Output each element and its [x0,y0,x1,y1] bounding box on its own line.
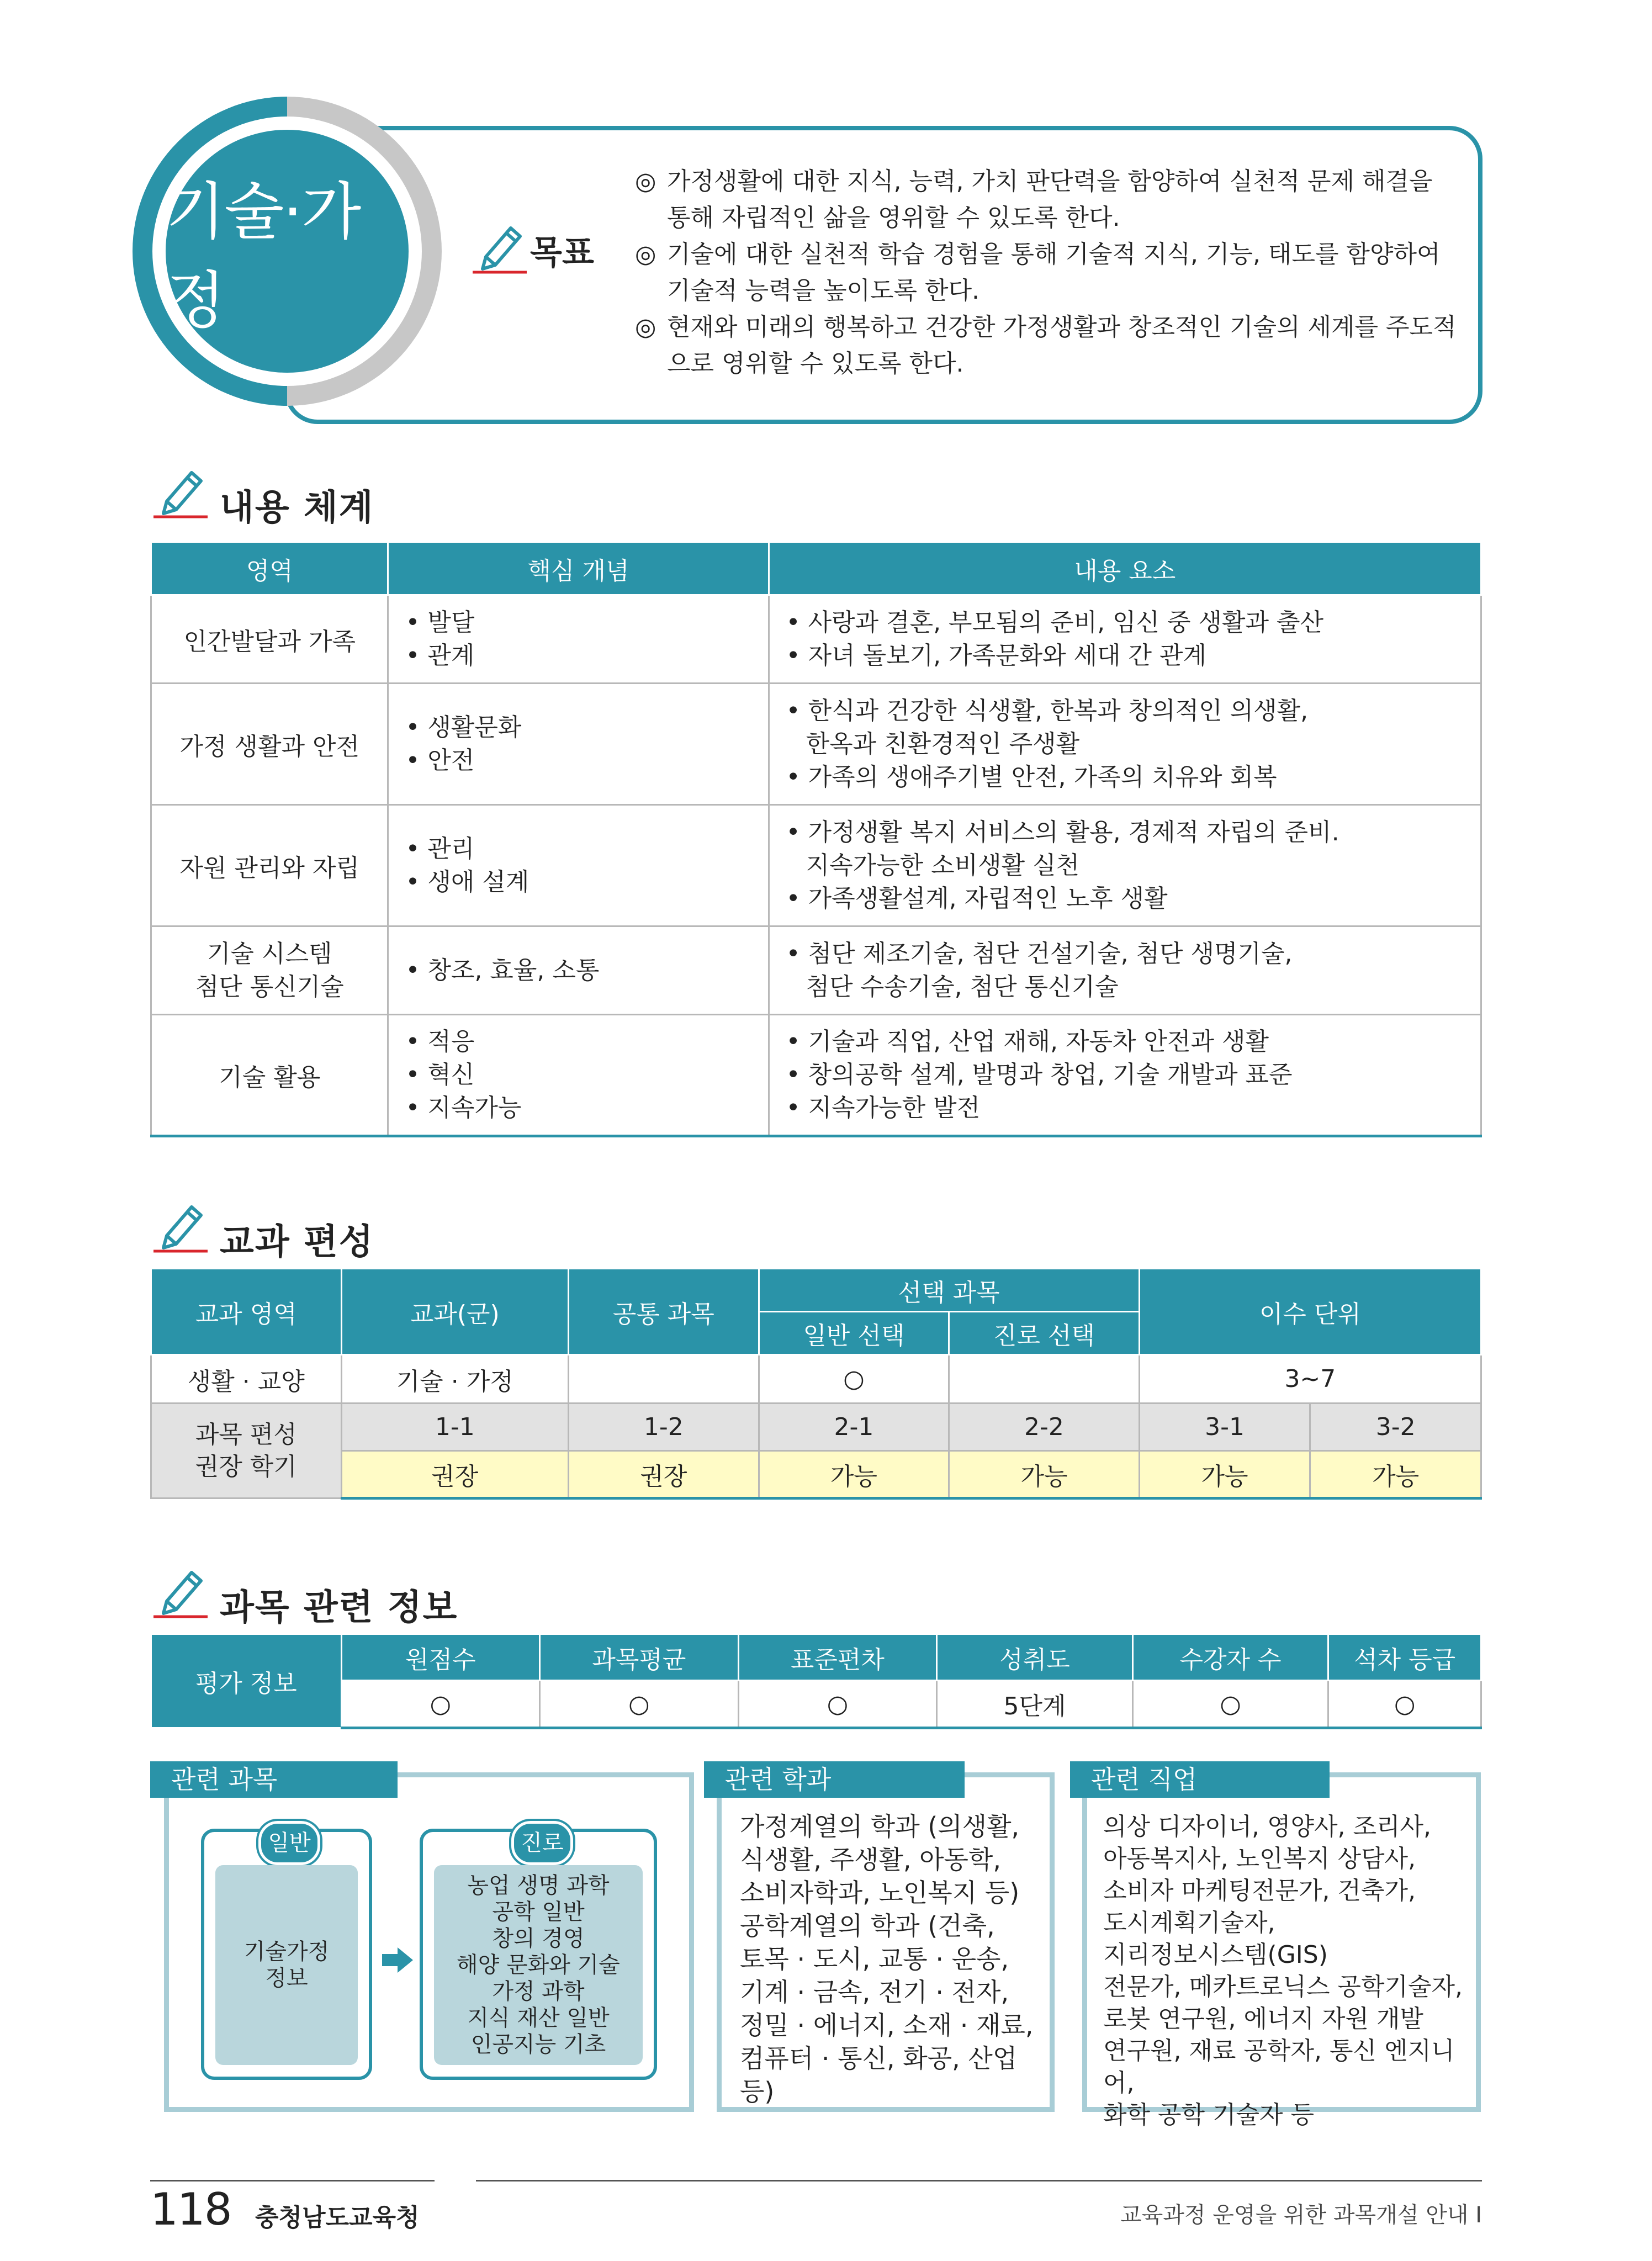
publisher-name: 충청남도교육청 [255,2204,420,2232]
goal-text: 가정생활에 대한 지식, 능력, 가치 판단력을 함양하여 실천적 문제 해결을 [667,167,1433,195]
element-cell: • 기술과 직업, 산업 재해, 자동차 안전과 생활 • 창의공학 설계, 발명과 창업, 기술 개발과 표준 • 지속가능한 발전 [769,1015,1481,1136]
subject-name: 창의 경영 [492,1926,585,1951]
recommendation-cell: 가능 [759,1451,949,1498]
arrow-right-icon [381,1946,414,1974]
goal-list [635,163,1469,382]
column-header: 공통 과목 [569,1269,759,1355]
recommendation-cell: 가능 [1310,1451,1481,1498]
column-header: 교과(군) [341,1269,569,1355]
recommendation-cell: 권장 [569,1451,759,1498]
semester-cell: 1-1 [341,1404,569,1451]
area-cell: 인간발달과 가족 [151,595,388,684]
pencil-icon [150,1563,211,1623]
cell: ○ [1328,1681,1481,1728]
table-row [151,805,1481,926]
job-line: 지리정보시스템(GIS) [1103,1941,1328,1969]
cell: ○ [341,1681,540,1728]
subject-name: 공학 일반 [492,1899,585,1925]
department-line: 소비자학과, 노인복지 등) [740,1878,1020,1908]
column-header: 석차 등급 [1328,1634,1481,1681]
related-jobs-label: 관련 직업 [1070,1761,1330,1798]
cell: 5단계 [937,1681,1133,1728]
cell: ○ [759,1355,949,1404]
goal-mark: ◎ [635,240,656,268]
table-row [151,595,1481,684]
goal-text: 기술에 대한 실천적 학습 경험을 통해 기술적 지식, 기능, 태도를 함양하여 [667,240,1441,268]
job-line: 아동복지사, 노인복지 상담사, [1103,1845,1416,1873]
recommendation-cell: 권장 [341,1451,569,1498]
section-title: 과목 관련 정보 [220,1587,458,1628]
goal-mark: ◎ [635,313,656,341]
career-pill: 진로 [511,1821,573,1865]
row-header: 평가 정보 [151,1634,342,1728]
subject-name: 농업 생명 과학 [467,1873,610,1898]
job-line: 전문가, 메카트로닉스 공학기술자, [1103,1973,1463,2001]
footer-line-right [476,2180,1482,2181]
area-cell: 가정 생활과 안전 [151,684,388,805]
goal-text: 기술적 능력을 높이도록 한다. [667,277,979,305]
organization-table [150,1268,1482,1500]
footer-line-left [150,2180,435,2181]
subject-name: 가정 과학 [492,1979,585,2004]
column-header: 이수 단위 [1139,1269,1481,1355]
section-title: 내용 체계 [220,488,374,528]
column-header: 일반 선택 [759,1312,949,1355]
goal-text: 통해 자립적인 삶을 영위할 수 있도록 한다. [667,204,1120,232]
pencil-icon [150,463,211,523]
career-subject-list [434,1865,643,2065]
element-cell: • 첨단 제조기술, 첨단 건설기술, 첨단 생명기술, 첨단 수송기술, 첨단 통신기술 [769,926,1481,1015]
table-row [151,1355,1481,1404]
evaluation-table [150,1633,1482,1729]
concept-cell: • 창조, 효율, 소통 [388,926,769,1015]
concept-cell: • 적응 • 혁신 • 지속가능 [388,1015,769,1136]
subject-name: 해양 문화와 기술 [457,1952,620,1978]
column-header: 영역 [151,542,388,595]
related-departments-label: 관련 학과 [704,1761,965,1798]
department-line: 기계 · 금속, 전기 · 전자, [740,1977,1009,2007]
cell [569,1355,759,1404]
cell: 생활 · 교양 [151,1355,342,1404]
department-line: 공학계열의 학과 (건축, [740,1911,995,1941]
goal-item [635,163,1469,236]
general-pill: 일반 [258,1821,320,1865]
subject-badge [166,130,409,373]
semester-cell: 3-1 [1139,1404,1310,1451]
departments-list [740,1810,1049,2108]
job-line: 소비자 마케팅전문가, 건축가, [1103,1877,1416,1905]
column-header: 핵심 개념 [388,542,769,595]
table-row [151,1681,1481,1728]
area-cell: 기술 활용 [151,1015,388,1136]
job-line: 도시계획기술자, [1103,1909,1275,1937]
concept-cell: • 생활문화 • 안전 [388,684,769,805]
cell [949,1355,1140,1404]
table-row [151,1451,1481,1498]
semester-label-cell: 과목 편성 권장 학기 [151,1404,342,1498]
job-line: 연구원, 재료 공학자, 통신 엔지니어, [1103,2037,1455,2097]
column-header: 진로 선택 [949,1312,1140,1355]
subject-name: 지식 재산 일반 [467,2005,610,2031]
element-cell: • 가정생활 복지 서비스의 활용, 경제적 자립의 준비. 지속가능한 소비생활 실천 • 가족생활설계, 자립적인 노후 생활 [769,805,1481,926]
recommendation-cell: 가능 [1139,1451,1310,1498]
table-row [151,684,1481,805]
book-title: 교육과정 운영을 위한 과목개설 안내 I [1120,2202,1482,2228]
area-cell: 기술 시스템 첨단 통신기술 [151,926,388,1015]
jobs-list [1103,1811,1479,2131]
page-number: 118 [150,2184,231,2235]
department-line: 정밀 · 에너지, 소재 · 재료, [740,2010,1034,2040]
element-cell: • 한식과 건강한 식생활, 한복과 창의적인 의생활, 한옥과 친환경적인 주생활 • 가족의 생애주기별 안전, 가족의 치유와 회복 [769,684,1481,805]
table-row [151,1015,1481,1136]
column-header: 과목평균 [540,1634,739,1681]
element-cell: • 사랑과 결혼, 부모됨의 준비, 임신 중 생활과 출산 • 자녀 돌보기, 가족문화와 세대 간 관계 [769,595,1481,684]
cell: ○ [738,1681,937,1728]
goal-text: 으로 영위할 수 있도록 한다. [667,350,964,378]
table-row [151,926,1481,1015]
column-header: 교과 영역 [151,1269,342,1355]
job-line: 로봇 연구원, 에너지 자원 개발 [1103,2005,1423,2033]
cell: ○ [1132,1681,1328,1728]
subject-name: 정보 [265,1966,308,1991]
department-line: 컴퓨터 · 통신, 화공, 산업 등) [740,2043,1018,2106]
job-line: 의상 디자이너, 영양사, 조리사, [1103,1813,1431,1841]
related-subjects-label: 관련 과목 [150,1761,398,1798]
semester-cell: 2-1 [759,1404,949,1451]
goal-label: 목표 [530,234,594,272]
semester-cell: 1-2 [569,1404,759,1451]
pencil-icon [150,1197,211,1258]
column-header: 선택 과목 [759,1269,1139,1312]
table-header-row [151,542,1481,595]
semester-cell: 3-2 [1310,1404,1481,1451]
subject-title: 기술·가정 [166,176,361,337]
column-header: 수강자 수 [1132,1634,1328,1681]
column-header: 내용 요소 [769,542,1481,595]
goal-mark: ◎ [635,167,656,195]
content-table [150,541,1482,1137]
area-cell: 자원 관리와 자립 [151,805,388,926]
job-line: 화학 공학 기술자 등 [1103,2101,1314,2129]
pencil-icon [469,218,530,279]
column-header: 성취도 [937,1634,1133,1681]
concept-cell: • 관리 • 생애 설계 [388,805,769,926]
cell: 기술 · 가정 [341,1355,569,1404]
table-header-row [151,1634,1481,1681]
department-line: 가정계열의 학과 (의생활, [740,1812,1020,1841]
concept-cell: • 발달 • 관계 [388,595,769,684]
section-title: 교과 편성 [220,1222,374,1263]
department-line: 식생활, 주생활, 아동학, [740,1845,1002,1875]
department-line: 토목 · 도시, 교통 · 운송, [740,1944,1009,1974]
subject-name: 인공지능 기초 [470,2032,606,2057]
column-header: 표준편차 [738,1634,937,1681]
cell: 3~7 [1139,1355,1481,1404]
recommendation-cell: 가능 [949,1451,1140,1498]
table-header-row [151,1269,1481,1312]
goal-text: 현재와 미래의 행복하고 건강한 가정생활과 창조적인 기술의 세계를 주도적 [667,313,1457,341]
column-header: 원점수 [341,1634,540,1681]
semester-cell: 2-2 [949,1404,1140,1451]
goal-item [635,236,1469,309]
subject-name: 기술가정 [243,1939,330,1965]
table-row [151,1404,1481,1451]
cell: ○ [540,1681,739,1728]
goal-item [635,309,1469,382]
general-subject-list [215,1865,358,2065]
